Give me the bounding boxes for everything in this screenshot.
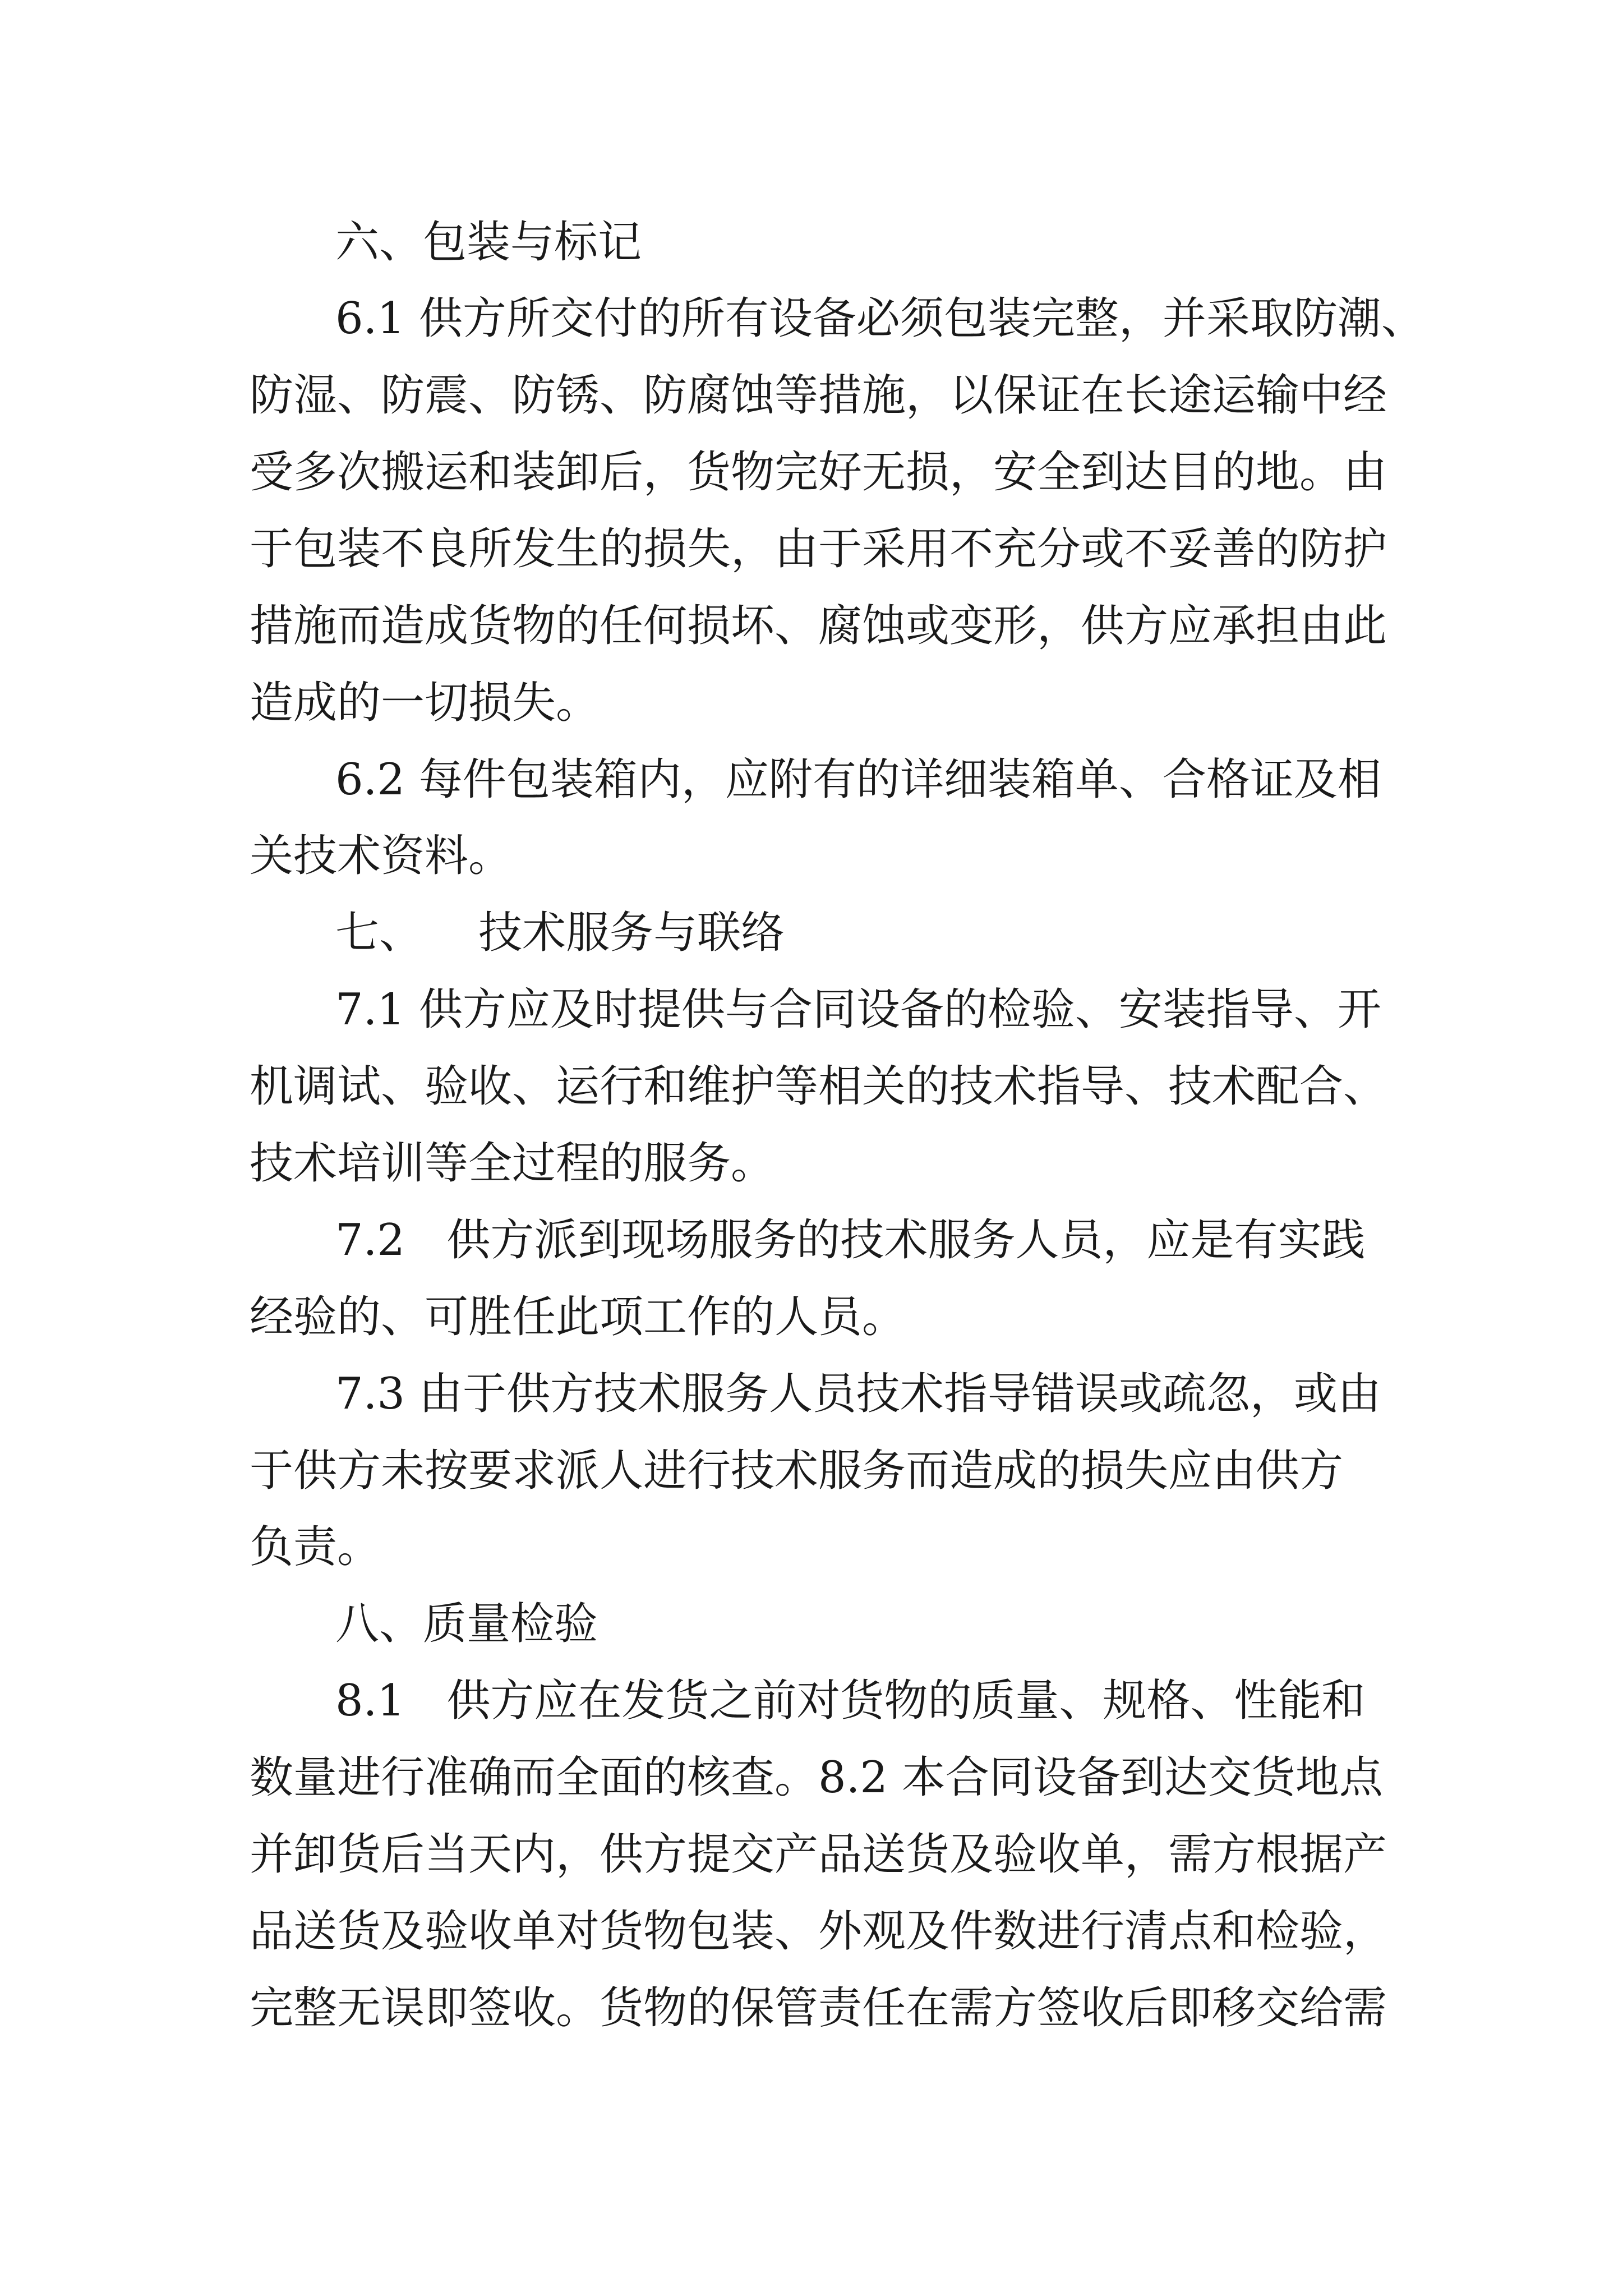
paragraph-6-1-line: 6.1 供方所交付的所有设备必须包装完整，并采取防潮、 bbox=[335, 293, 1425, 344]
paragraph-7-2-line: 7.2 供方派到现场服务的技术服务人员，应是有实践 bbox=[335, 1215, 1366, 1266]
paragraph-6-1-line: 造成的一切损失。 bbox=[250, 678, 600, 728]
paragraph-6-2-line: 6.2 每件包装箱内，应附有的详细装箱单、合格证及相 bbox=[335, 754, 1381, 805]
paragraph-7-2-line: 经验的、可胜任此项工作的人员。 bbox=[250, 1292, 906, 1342]
paragraph-6-1-line: 防湿、防震、防锈、防腐蚀等措施，以保证在长途运输中经 bbox=[250, 370, 1387, 421]
paragraph-8-2-line: 完整无误即签收。货物的保管责任在需方签收后即移交给需 bbox=[250, 1983, 1387, 2033]
paragraph-8-2-line: 品送货及验收单对货物包装、外观及件数进行清点和检验， bbox=[250, 1906, 1387, 1957]
paragraph-6-1-line: 受多次搬运和装卸后，货物完好无损，安全到达目的地。由 bbox=[250, 447, 1387, 498]
paragraph-7-3-line: 7.3 由于供方技术服务人员技术指导错误或疏忽，或由 bbox=[335, 1369, 1381, 1419]
heading-packaging: 六、包装与标记 bbox=[335, 217, 642, 268]
paragraph-6-1-line: 措施而造成货物的任何损坏、腐蚀或变形，供方应承担由此 bbox=[250, 601, 1387, 651]
paragraph-8-1-line: 8.1 供方应在发货之前对货物的质量、规格、性能和 bbox=[335, 1676, 1366, 1726]
paragraph-8-1-line: 数量进行准确而全面的核查。8.2 本合同设备到达交货地点 bbox=[250, 1752, 1383, 1803]
paragraph-7-1-line: 技术培训等全过程的服务。 bbox=[250, 1138, 775, 1189]
paragraph-7-1-line: 机调试、验收、运行和维护等相关的技术指导、技术配合、 bbox=[250, 1061, 1387, 1112]
paragraph-6-2-line: 关技术资料。 bbox=[250, 831, 513, 881]
paragraph-6-1-line: 于包装不良所发生的损失，由于采用不充分或不妥善的防护 bbox=[250, 524, 1387, 574]
heading-technical-service: 七、 技术服务与联络 bbox=[335, 908, 785, 958]
heading-quality-inspection: 八、质量检验 bbox=[335, 1599, 598, 1649]
paragraph-7-3-line: 负责。 bbox=[250, 1522, 381, 1572]
paragraph-7-3-line: 于供方未按要求派人进行技术服务而造成的损失应由供方 bbox=[250, 1446, 1344, 1496]
paragraph-7-1-line: 7.1 供方应及时提供与合同设备的检验、安装指导、开 bbox=[335, 984, 1381, 1035]
paragraph-8-2-line: 并卸货后当天内，供方提交产品送货及验收单，需方根据产 bbox=[250, 1829, 1387, 1880]
